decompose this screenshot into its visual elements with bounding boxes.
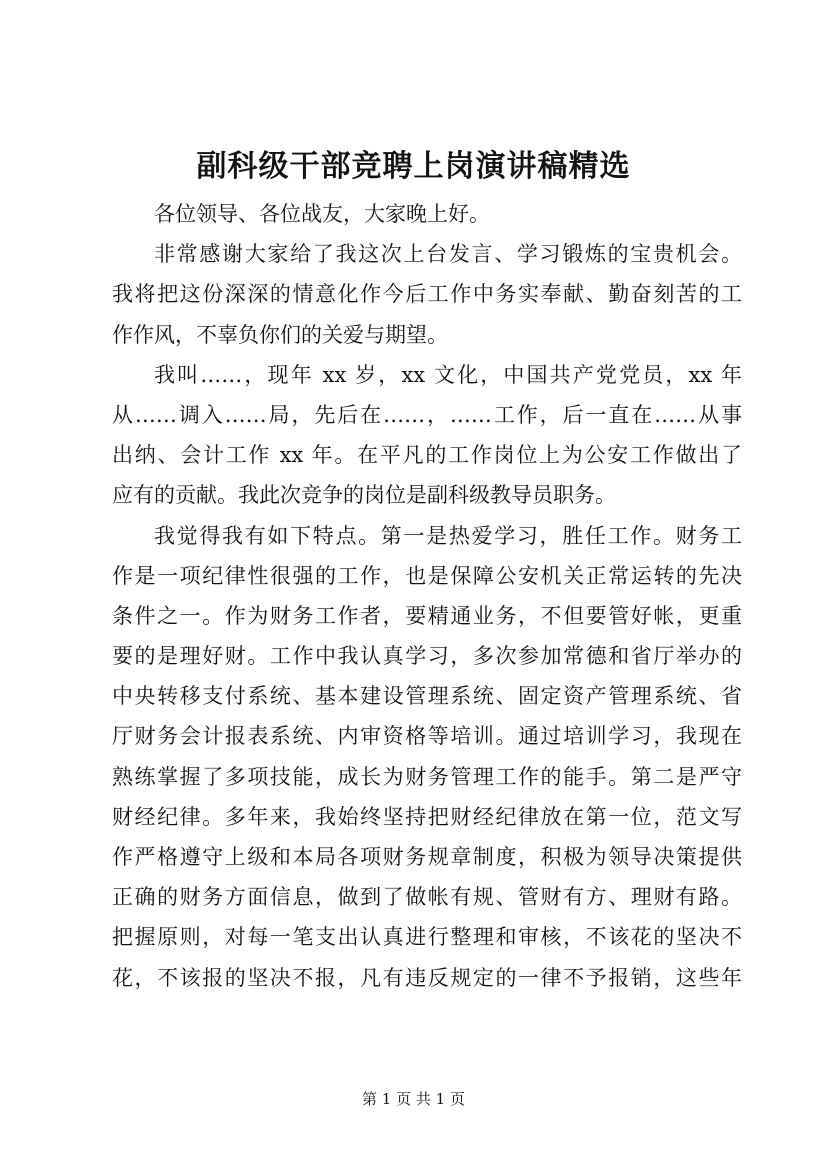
paragraph-line: 花，不该报的坚决不报，凡有违反规定的一律不予报销，这些年	[112, 965, 742, 990]
paragraph-line: 要的是理好财。工作中我认真学习，多次参加常德和省厅举办的	[112, 644, 742, 669]
document-body	[112, 194, 742, 998]
paragraph-line: 应有的贡献。我此次竞争的岗位是副科级教导员职务。	[112, 483, 616, 508]
paragraph-line: 各位领导、各位战友，大家晚上好。	[154, 202, 490, 226]
paragraph-line: 熟练掌握了多项技能，成长为财务管理工作的能手。第二是严守	[112, 764, 742, 789]
paragraph-line: 条件之一。作为财务工作者，要精通业务，不但要管好帐，更重	[112, 603, 742, 628]
paragraph-line: 从……调入……局，先后在……，……工作，后一直在……从事	[112, 402, 742, 427]
paragraph-line: 厅财务会计报表系统、内审资格等培训。通过培训学习，我现在	[112, 724, 742, 749]
paragraph-line: 作作风，不辜负你们的关爱与期望。	[112, 322, 448, 347]
paragraph-line: 作是一项纪律性很强的工作，也是保障公安机关正常运转的先决	[112, 563, 742, 588]
paragraph-line: 正确的财务方面信息，做到了做帐有规、管财有方、理财有路。	[112, 885, 742, 910]
paragraph-line: 财经纪律。多年来，我始终坚持把财经纪律放在第一位，范文写	[112, 804, 742, 829]
document-title: 副科级干部竞聘上岗演讲稿精选	[196, 149, 631, 184]
page-footer: 第 1 页 共 1 页	[362, 1090, 465, 1108]
paragraph-line: 我叫……，现年 xx 岁，xx 文化，中国共产党党员，xx 年	[154, 362, 742, 387]
paragraph-line: 作严格遵守上级和本局各项财务规章制度，积极为领导决策提供	[112, 845, 742, 869]
paragraph-line: 非常感谢大家给了我这次上台发言、学习锻炼的宝贵机会。	[154, 242, 742, 267]
paragraph-line: 把握原则，对每一笔支出认真进行整理和审核，不该花的坚决不	[112, 925, 742, 950]
paragraph-line: 我觉得我有如下特点。第一是热爱学习，胜任工作。财务工	[154, 523, 742, 548]
paragraph-line: 我将把这份深深的情意化作今后工作中务实奉献、勤奋刻苦的工	[112, 282, 742, 307]
paragraph-line: 中央转移支付系统、基本建设管理系统、固定资产管理系统、省	[112, 684, 742, 709]
paragraph-line: 出纳、会计工作 xx 年。在平凡的工作岗位上为公安工作做出了	[112, 443, 742, 468]
